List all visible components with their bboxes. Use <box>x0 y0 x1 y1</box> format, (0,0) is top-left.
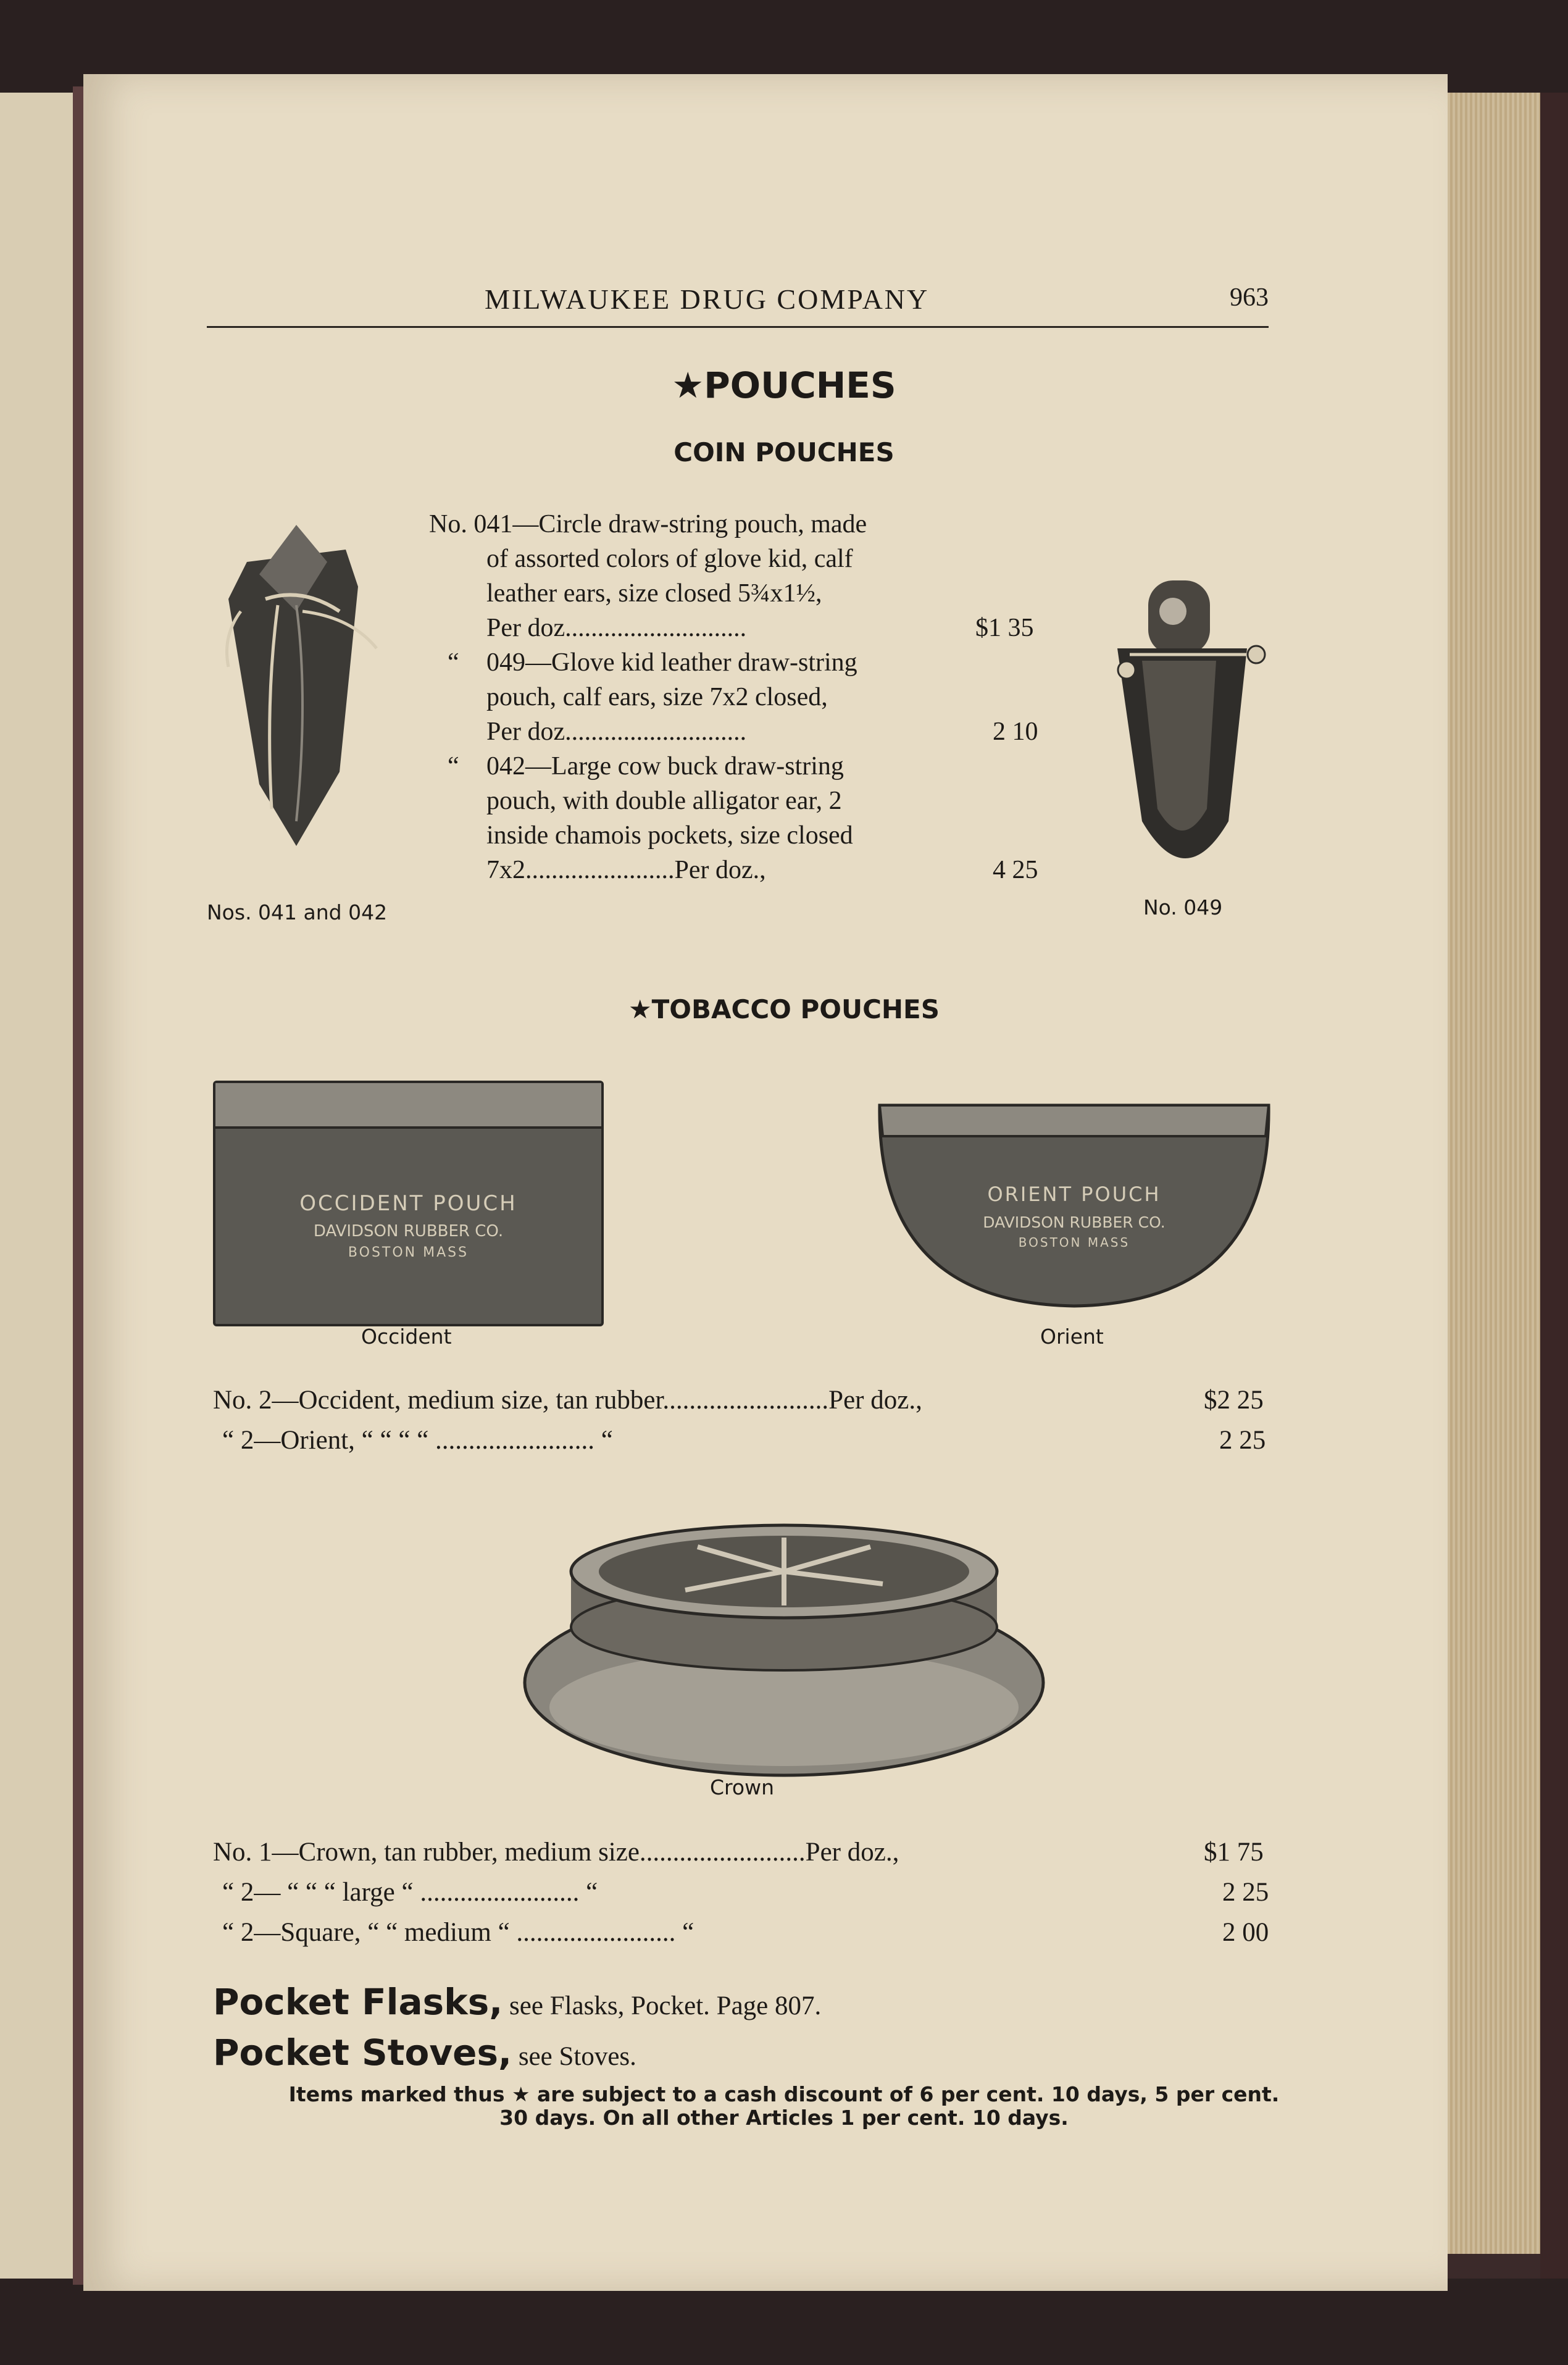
running-header <box>207 278 1269 328</box>
coin-line: 042—Large cow buck draw-string <box>486 752 844 781</box>
coin-line: leather ears, size closed 5¾x1½, <box>486 579 822 608</box>
coin-pouch-049-illustration <box>1105 574 1272 895</box>
discount-note-line-2: 30 days. On all other Articles 1 per cent. 10 days. <box>499 2106 1069 2130</box>
coin-line: 049—Glove kid leather draw-string <box>486 648 857 677</box>
occident-maker: DAVIDSON RUBBER CO. <box>313 1222 504 1241</box>
tobacco-row: “ 2—Orient, “ “ “ “ ........................ “ <box>222 1426 613 1455</box>
coin-line: Per doz............................ <box>486 614 747 642</box>
ditto-mark: “ <box>448 648 459 677</box>
coin-pouch-041-illustration <box>204 513 389 858</box>
occident-name: OCCIDENT POUCH <box>299 1191 517 1216</box>
reference-text: see Flasks, Pocket. Page 807. <box>503 1991 822 2020</box>
coin-line: Per doz............................ <box>486 718 747 746</box>
caption-orient: Orient <box>1040 1325 1104 1349</box>
reference-pocket-stoves <box>213 2032 636 2074</box>
crown-price: $1 75 <box>1204 1838 1264 1867</box>
reference-title: Pocket Stoves, <box>213 2032 512 2074</box>
orient-name: ORIENT POUCH <box>987 1182 1161 1206</box>
coin-price: 2 10 <box>993 718 1038 746</box>
caption-occident: Occident <box>361 1325 452 1349</box>
page-number: 963 <box>1230 283 1269 312</box>
heading-pouches: ★POUCHES <box>672 364 896 406</box>
pouch-flap <box>215 1083 601 1129</box>
coin-line: inside chamois pockets, size closed <box>486 821 853 850</box>
coin-line: pouch, calf ears, size 7x2 closed, <box>486 683 828 711</box>
orient-city: BOSTON MASS <box>1018 1235 1130 1250</box>
crown-pouch-illustration <box>512 1522 1056 1781</box>
coin-line: pouch, with double alligator ear, 2 <box>486 787 842 815</box>
coin-line: No. 041—Circle draw-string pouch, made <box>429 510 867 538</box>
heading-coin-pouches: COIN POUCHES <box>673 437 895 467</box>
crown-row: “ 2— “ “ “ large “ ........................ “ <box>222 1878 598 1907</box>
coin-price: 4 25 <box>993 856 1038 884</box>
occident-pouch-illustration <box>213 1081 604 1326</box>
occident-city: BOSTON MASS <box>348 1245 469 1260</box>
coin-line: of assorted colors of glove kid, calf <box>486 545 853 573</box>
tobacco-row: No. 2—Occident, medium size, tan rubber.........................Per doz., <box>213 1386 922 1415</box>
discount-note-line-1: Items marked thus ★ are subject to a cash discount of 6 per cent. 10 days, 5 per cent. <box>288 2082 1280 2106</box>
reference-pocket-flasks <box>213 1981 821 2023</box>
orient-maker: DAVIDSON RUBBER CO. <box>983 1213 1166 1231</box>
tobacco-price: $2 25 <box>1204 1386 1264 1415</box>
cover-bottom <box>0 2279 1568 2365</box>
cover-right <box>1540 93 1568 2279</box>
crown-row: No. 1—Crown, tan rubber, medium size.........................Per doz., <box>213 1838 899 1867</box>
crown-price: 2 00 <box>1222 1918 1269 1947</box>
left-page-edge <box>0 93 77 2279</box>
tobacco-price: 2 25 <box>1219 1426 1266 1455</box>
page-edges <box>1448 93 1540 2254</box>
caption-coin-right: No. 049 <box>1143 895 1223 919</box>
crown-row: “ 2—Square, “ “ medium “ ........................ “ <box>222 1918 694 1947</box>
crown-price: 2 25 <box>1222 1878 1269 1907</box>
caption-coin-left: Nos. 041 and 042 <box>207 900 388 924</box>
company-name: MILWAUKEE DRUG COMPANY <box>485 283 930 315</box>
coin-price: $1 35 <box>975 614 1034 642</box>
caption-crown: Crown <box>710 1775 774 1799</box>
coin-line: 7x2.......................Per doz., <box>486 856 766 884</box>
ditto-mark: “ <box>448 752 459 781</box>
reference-text: see Stoves. <box>512 2042 636 2071</box>
reference-title: Pocket Flasks, <box>213 1981 503 2023</box>
heading-tobacco-pouches: ★TOBACCO POUCHES <box>628 994 940 1024</box>
